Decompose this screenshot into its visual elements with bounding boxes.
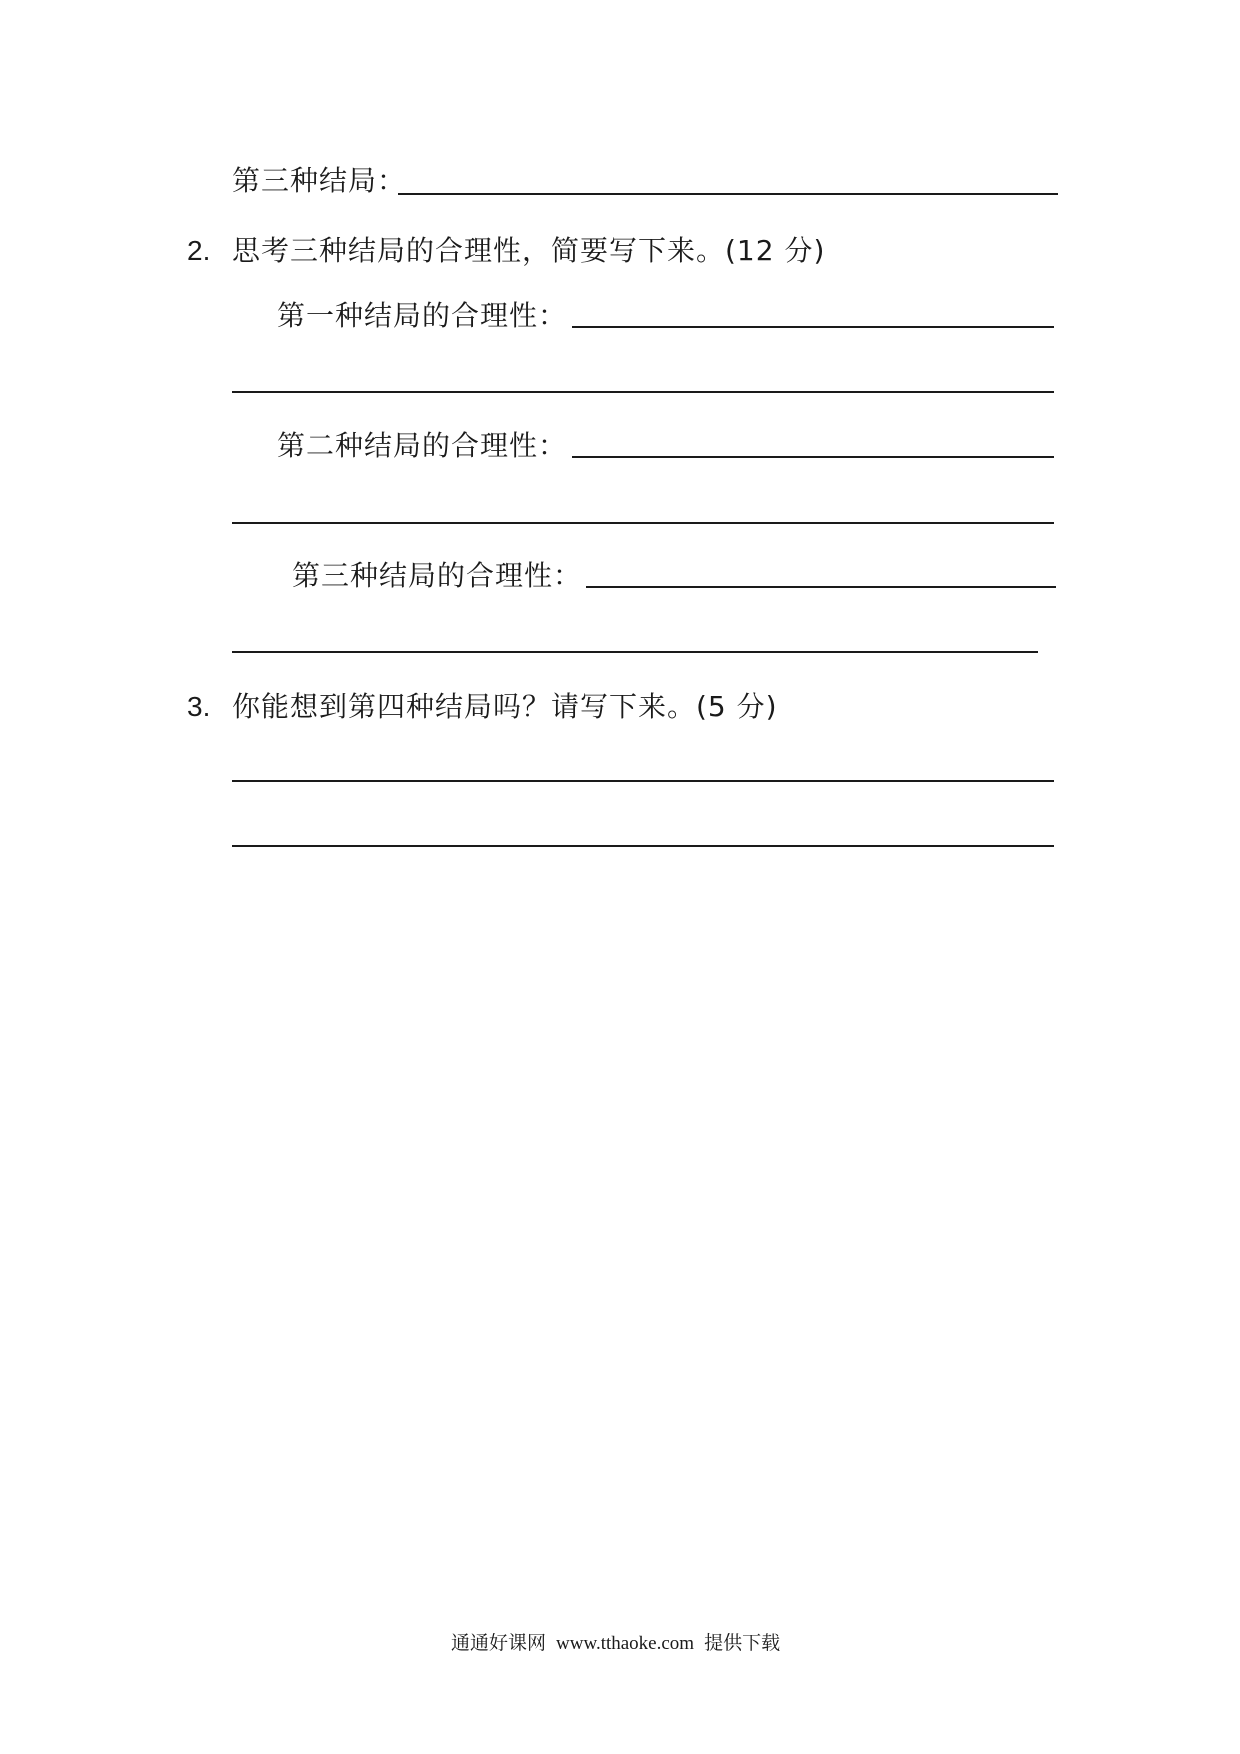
footer-site-name: 通通好课网 [451,1632,547,1654]
third-ending-reason-line-1[interactable] [586,586,1056,588]
question-2-prompt: 思考三种结局的合理性，简要写下来。(12 分) [232,234,826,267]
footer-suffix: 提供下载 [704,1632,781,1654]
first-ending-reason-line-2[interactable] [232,391,1054,393]
third-ending-answer-line[interactable] [398,193,1058,195]
fourth-ending-answer-line-1[interactable] [232,780,1054,782]
first-ending-reason-line-1[interactable] [572,326,1054,328]
question-2-number: 2. [187,235,211,266]
first-ending-reason-label: 第一种结局的合理性： [277,299,568,332]
question-3-prompt: 你能想到第四种结局吗？请写下来。(5 分) [232,690,778,723]
third-ending-reason-label: 第三种结局的合理性： [292,559,583,592]
third-ending-reason-line-2[interactable] [232,651,1038,653]
second-ending-reason-label: 第二种结局的合理性： [277,429,568,462]
footer-url[interactable]: www.tthaoke.com [556,1633,695,1654]
second-ending-reason-line-1[interactable] [572,456,1054,458]
question-3-number: 3. [187,691,211,722]
fourth-ending-answer-line-2[interactable] [232,845,1054,847]
footer [451,1631,780,1656]
second-ending-reason-line-2[interactable] [232,522,1054,524]
third-ending-label: 第三种结局： [232,164,407,197]
